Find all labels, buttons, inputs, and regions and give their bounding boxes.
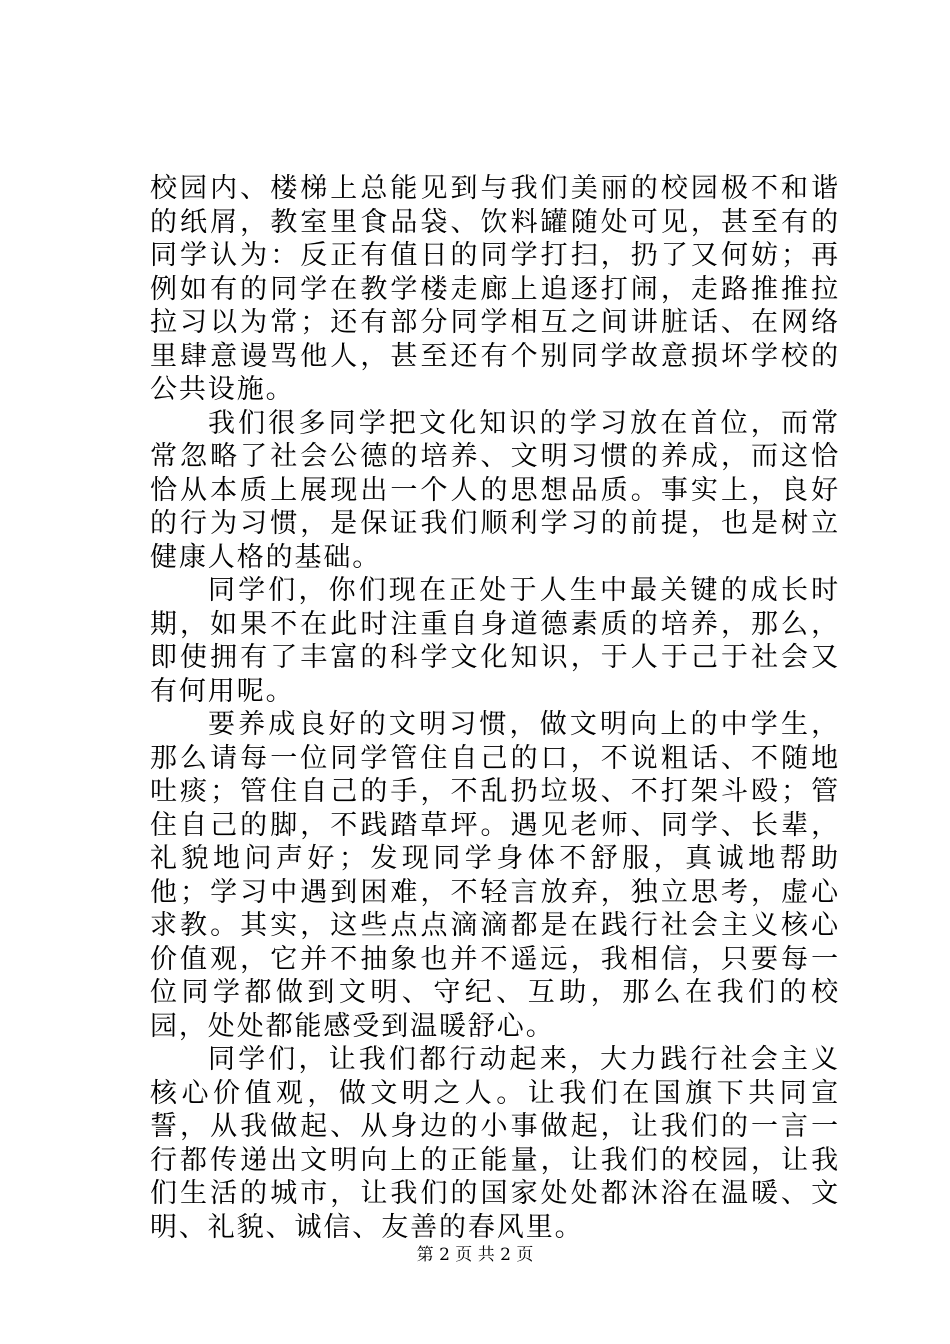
paragraph-4: 要养成良好的文明习惯，做文明向上的中学生，那么请每一位同学管住自己的口，不说粗话、不随地吐痰；管住自己的手，不乱扔垃圾、不打架斗殴；管住自己的脚，不践踏草坪。遇见老师、同学、长辈，礼貌地问声好；发现同学身体不舒服，真诚地帮助他；学习中遇到困难，不轻言放弃，独立思考，虚心求教。其实，这些点点滴滴都是在践行社会主义核心价值观，它并不抽象也并不遥远，我相信，只要每一位同学都做到文明、守纪、互助，那么在我们的校园，处处都能感受到温暖舒心。 (150, 709, 840, 1042)
document-body (150, 172, 840, 1244)
paragraph-3: 同学们，你们现在正处于人生中最关键的成长时期，如果不在此时注重自身道德素质的培养，那么，即使拥有了丰富的科学文化知识，于人于己于社会又有何用呢。 (150, 575, 840, 707)
paragraph-2: 我们很多同学把文化知识的学习放在首位，而常常忽略了社会公德的培养、文明习惯的养成，而这恰恰从本质上展现出一个人的思想品质。事实上，良好的行为习惯，是保证我们顺利学习的前提，也是树立健康人格的基础。 (150, 407, 840, 573)
paragraph-1: 校园内、楼梯上总能见到与我们美丽的校园极不和谐的纸屑，教室里食品袋、饮料罐随处可见，甚至有的同学认为：反正有值日的同学打扫，扔了又何妨；再例如有的同学在教学楼走廊上追逐打闹，走路推推拉拉习以为常；还有部分同学相互之间讲脏话、在网络里肆意谩骂他人，甚至还有个别同学故意损坏学校的公共设施。 (150, 173, 840, 405)
page-number-footer: 第 2 页 共 2 页 (416, 1245, 534, 1265)
paragraph-5: 同学们，让我们都行动起来，大力践行社会主义核心价值观，做文明之人。让我们在国旗下共同宣誓，从我做起、从身边的小事做起，让我们的一言一行都传递出文明向上的正能量，让我们的校园，让我们生活的城市，让我们的国家处处都沐浴在温暖、文明、礼貌、诚信、友善的春风里。 (150, 1044, 840, 1243)
